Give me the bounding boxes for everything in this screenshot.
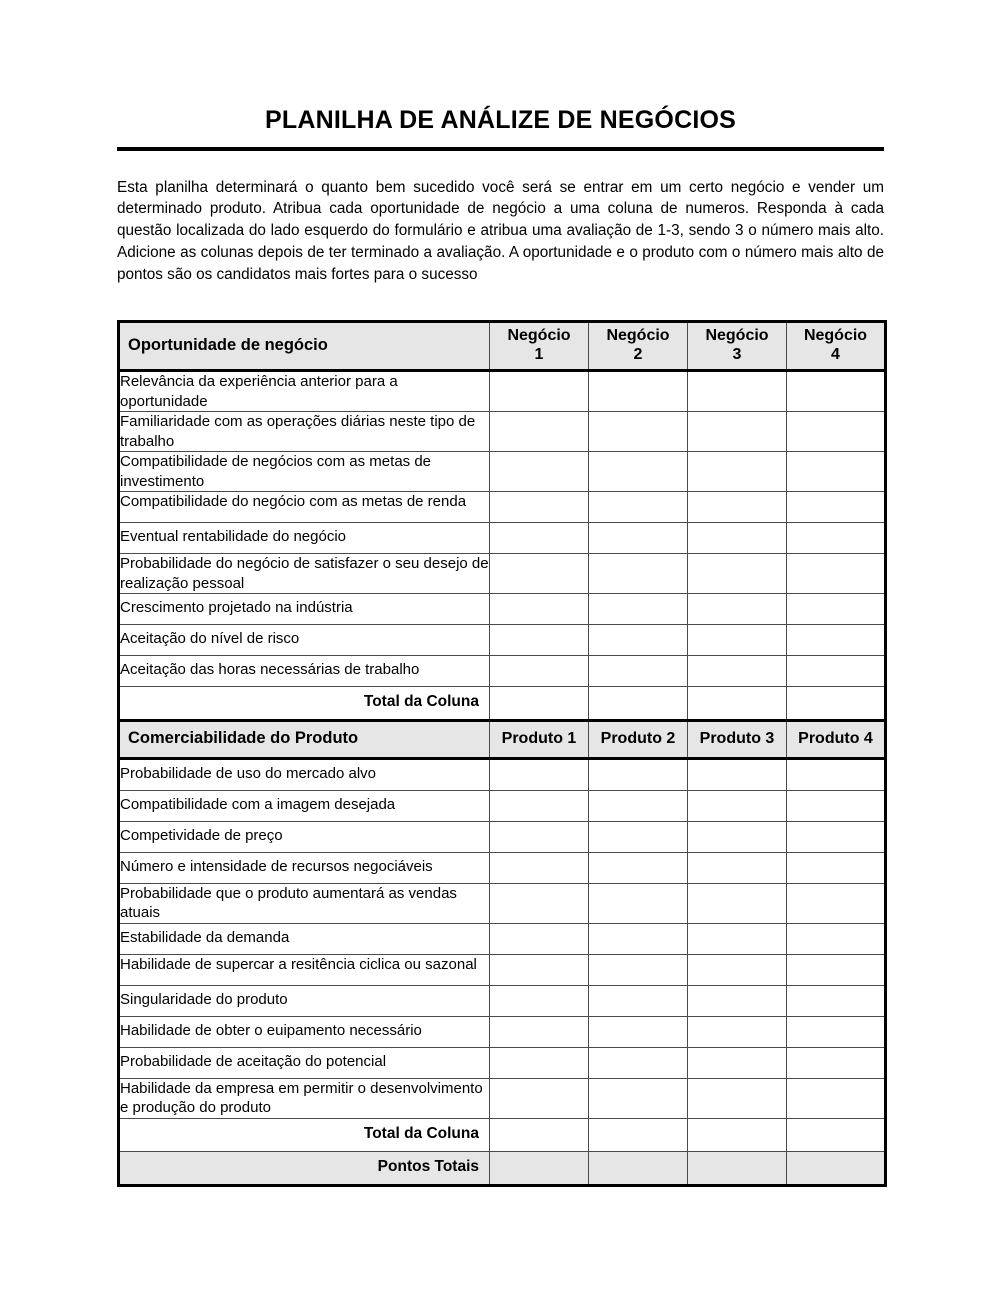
document-content [117,0,884,1187]
score-cell[interactable] [589,821,688,852]
score-cell[interactable] [589,1047,688,1078]
score-cell[interactable] [490,1016,589,1047]
criterion-label: Probabilidade que o produto aumentará as vendas atuais [119,883,490,923]
score-cell[interactable] [589,758,688,790]
business-section-header-label: Oportunidade de negócio [119,322,490,371]
business-column-header-2 [589,322,688,371]
business-column-header-1-word: Negócio [507,327,571,345]
score-cell[interactable] [688,758,787,790]
score-cell[interactable] [787,985,886,1016]
score-cell[interactable] [589,412,688,452]
score-cell[interactable] [787,1016,886,1047]
score-cell[interactable] [688,954,787,985]
grand-total-cell[interactable] [589,1151,688,1185]
criterion-label: Compatibilidade do negócio com as metas de renda [119,492,490,523]
score-cell[interactable] [787,790,886,821]
score-cell[interactable] [688,790,787,821]
criterion-label: Crescimento projetado na indústria [119,594,490,625]
product-column-header-2: Produto 2 [589,721,688,758]
score-cell[interactable] [589,852,688,883]
product-total-cell[interactable] [589,1118,688,1151]
business-column-header-1-number: 1 [534,345,544,363]
criterion-label: Probabilidade do negócio de satisfazer o seu desejo de realização pessoal [120,555,489,592]
score-cell[interactable] [490,371,589,412]
product-total-label: Total da Coluna [119,1118,490,1151]
score-cell[interactable] [589,954,688,985]
grand-total-cell[interactable] [787,1151,886,1185]
score-cell[interactable] [787,923,886,954]
criterion-label: Probabilidade de uso do mercado alvo [119,758,490,790]
table-row [119,923,886,954]
product-section-header-label: Comerciabilidade do Produto [119,721,490,758]
score-cell[interactable] [787,883,886,923]
product-column-header-4: Produto 4 [787,721,886,758]
criterion-label: Compatibilidade de negócios com as metas de investimento [119,452,490,492]
criterion-label: Número e intensidade de recursos negociáveis [119,852,490,883]
business-column-header-3 [688,322,787,371]
score-cell[interactable] [490,594,589,625]
score-cell[interactable] [589,492,688,523]
score-cell[interactable] [688,1078,787,1118]
score-cell[interactable] [589,1016,688,1047]
worksheet-table-wrapper [117,285,884,1187]
score-cell[interactable] [490,883,589,923]
worksheet-body [119,322,886,1186]
score-cell[interactable] [688,625,787,656]
table-row [119,452,886,492]
business-total-cell[interactable] [490,687,589,721]
score-cell[interactable] [589,883,688,923]
criterion-label: Aceitação do nível de risco [119,625,490,656]
score-cell[interactable] [589,594,688,625]
score-cell[interactable] [688,492,787,523]
business-column-header-4-word: Negócio [803,327,868,345]
criterion-label: Probabilidade de aceitação do potencial [119,1047,490,1078]
score-cell[interactable] [490,656,589,687]
score-cell[interactable] [787,594,886,625]
table-row [119,954,886,985]
score-cell[interactable] [787,492,886,523]
product-column-header-1: Produto 1 [490,721,589,758]
product-total-row [119,1118,886,1151]
score-cell[interactable] [589,371,688,412]
table-row [119,1047,886,1078]
business-analysis-worksheet [117,320,887,1187]
score-cell[interactable] [688,883,787,923]
score-cell[interactable] [490,523,589,554]
table-row [119,625,886,656]
table-row [119,758,886,790]
business-total-cell[interactable] [688,687,787,721]
score-cell[interactable] [787,371,886,412]
score-cell[interactable] [787,412,886,452]
score-cell[interactable] [688,821,787,852]
score-cell[interactable] [787,1047,886,1078]
table-row [119,1078,886,1118]
score-cell[interactable] [787,758,886,790]
business-total-cell[interactable] [787,687,886,721]
score-cell[interactable] [688,923,787,954]
score-cell[interactable] [589,790,688,821]
table-row [119,492,886,523]
score-cell[interactable] [490,821,589,852]
business-total-cell[interactable] [589,687,688,721]
table-row [119,523,886,554]
score-cell[interactable] [490,758,589,790]
product-section-header-row [119,721,886,758]
score-cell[interactable] [688,523,787,554]
table-row [119,852,886,883]
score-cell[interactable] [688,1047,787,1078]
grand-total-cell[interactable] [490,1151,589,1185]
criterion-label: Habilidade de obter o euipamento necessário [119,1016,490,1047]
page-title: PLANILHA DE ANÁLIZE DE NEGÓCIOS [264,106,737,134]
business-section-header-row [119,322,886,371]
score-cell[interactable] [787,821,886,852]
criterion-label: Habilidade de supercar a resitência ciclica ou sazonal [119,954,490,985]
score-cell[interactable] [589,923,688,954]
product-total-cell[interactable] [688,1118,787,1151]
business-total-label: Total da Coluna [119,687,490,721]
criterion-label: Singularidade do produto [119,985,490,1016]
score-cell[interactable] [787,656,886,687]
table-row [119,985,886,1016]
score-cell[interactable] [490,1078,589,1118]
table-row [119,1016,886,1047]
score-cell[interactable] [688,594,787,625]
criterion-label: Eventual rentabilidade do negócio [119,523,490,554]
grand-total-cell[interactable] [688,1151,787,1185]
product-total-cell[interactable] [787,1118,886,1151]
table-row [119,412,886,452]
score-cell[interactable] [490,954,589,985]
score-cell[interactable] [688,985,787,1016]
score-cell[interactable] [787,1078,886,1118]
business-column-header-2-number: 2 [633,345,643,363]
score-cell[interactable] [688,852,787,883]
business-column-header-1 [490,322,589,371]
score-cell[interactable] [490,452,589,492]
table-row [119,594,886,625]
score-cell[interactable] [589,523,688,554]
table-row [119,554,886,594]
criterion-label: Familiaridade com as operações diárias neste tipo de trabalho [119,412,490,452]
score-cell[interactable] [688,656,787,687]
table-row [119,656,886,687]
score-cell[interactable] [688,452,787,492]
business-column-header-3-word: Negócio [705,327,769,345]
score-cell[interactable] [688,371,787,412]
grand-total-row [119,1151,886,1185]
score-cell[interactable] [688,412,787,452]
score-cell[interactable] [787,554,886,594]
intro-paragraph: Esta planilha determinará o quanto bem sucedido você será se entrar em um certo negócio e vender um determinado produto. Atribua cada oportunidade de negócio a uma coluna de numeros. Responda à cada questão localizada do lado esquerdo do formulário e atribua uma avaliação de 1-3, sendo 3 o número mais alto. Adicione as colunas depois de ter terminado a avaliação. A oportunidade e o produto com o número mais alto de pontos são os candidatos mais fortes para o sucesso [117,178,884,283]
score-cell[interactable] [589,554,688,594]
criterion-label: Competividade de preço [119,821,490,852]
table-row [119,371,886,412]
business-column-header-3-number: 3 [732,345,742,363]
score-cell[interactable] [589,625,688,656]
score-cell[interactable] [589,452,688,492]
score-cell[interactable] [688,554,787,594]
product-total-cell[interactable] [490,1118,589,1151]
score-cell[interactable] [490,985,589,1016]
score-cell[interactable] [787,523,886,554]
business-column-header-2-word: Negócio [606,327,670,345]
score-cell[interactable] [490,1047,589,1078]
criterion-label: Estabilidade da demanda [119,923,490,954]
score-cell[interactable] [787,852,886,883]
criterion-label: Relevância da experiência anterior para a oportunidade [119,371,490,412]
score-cell[interactable] [490,852,589,883]
business-column-header-4 [787,322,886,371]
grand-total-label: Pontos Totais [119,1151,490,1185]
score-cell[interactable] [490,492,589,523]
score-cell[interactable] [787,452,886,492]
product-column-header-3: Produto 3 [688,721,787,758]
score-cell[interactable] [589,1078,688,1118]
business-column-header-4-number: 4 [831,345,840,363]
score-cell[interactable] [490,923,589,954]
score-cell[interactable] [490,625,589,656]
criterion-label: Compatibilidade com a imagem desejada [119,790,490,821]
table-row [119,790,886,821]
score-cell[interactable] [490,554,589,594]
score-cell[interactable] [787,954,886,985]
score-cell[interactable] [688,1016,787,1047]
criterion-label: Habilidade da empresa em permitir o desenvolvimento e produção do produto [119,1078,490,1118]
score-cell[interactable] [589,985,688,1016]
criterion-label: Aceitação das horas necessárias de trabalho [119,656,490,687]
score-cell[interactable] [490,790,589,821]
score-cell[interactable] [589,656,688,687]
score-cell[interactable] [787,625,886,656]
business-total-row [119,687,886,721]
score-cell[interactable] [490,412,589,452]
table-row [119,883,886,923]
table-row [119,821,886,852]
